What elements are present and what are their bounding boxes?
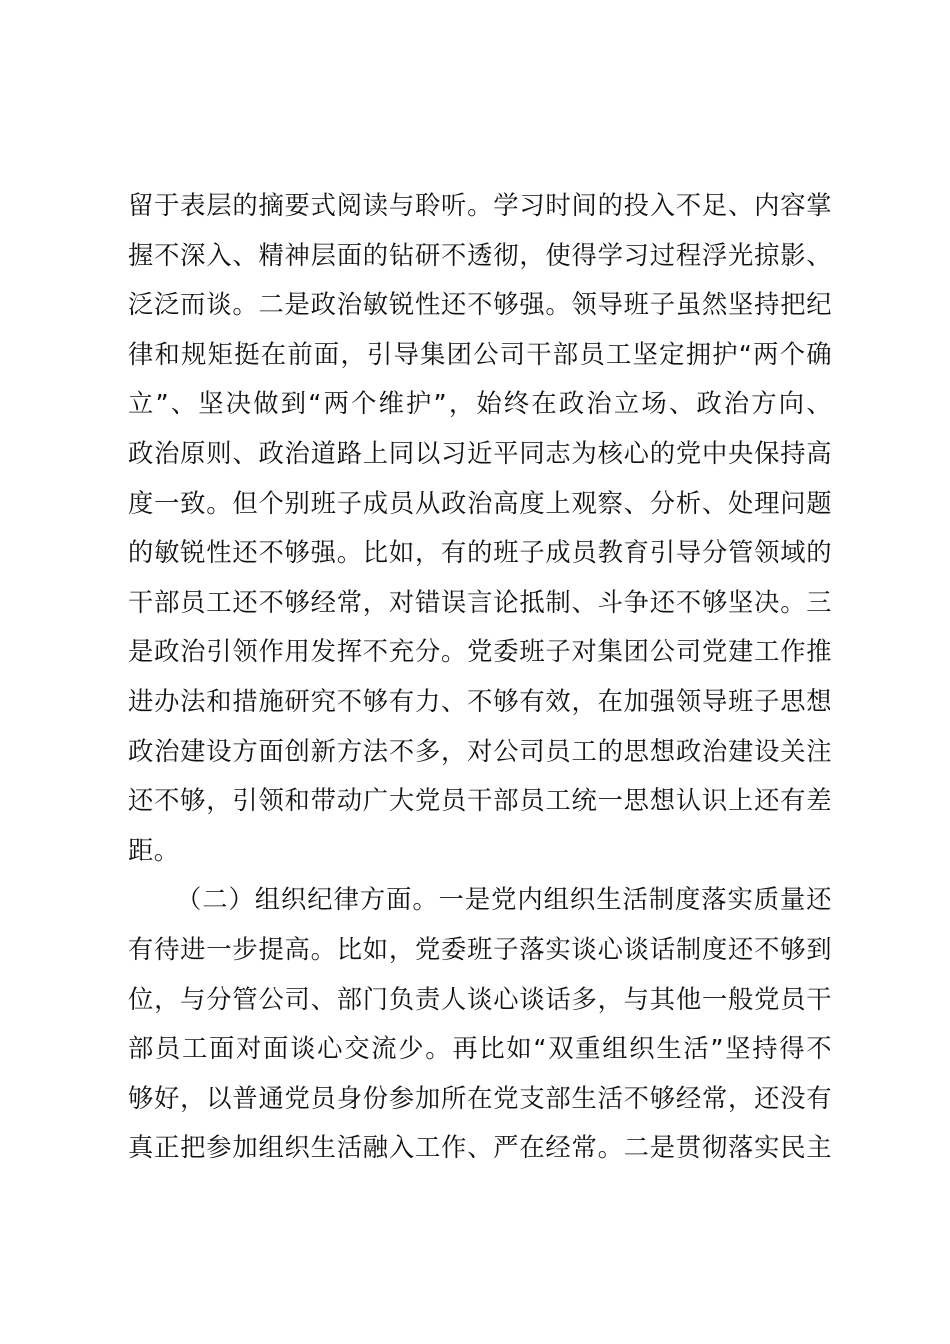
paragraph-1-line-8: 的敏锐性还不够强。比如，有的班子成员教育引导分管领域的 [128,538,832,568]
paragraph-1-line-2: 握不深入、精神层面的钻研不透彻，使得学习过程浮光掠影、 [128,240,832,270]
paragraph-1-line-14: 距。 [128,835,180,865]
paragraph-1-line-5: 立”、坚决做到“两个维护”，始终在政治立场、政治方向、 [128,389,832,419]
paragraph-1-line-11: 进办法和措施研究不够有力、不够有效，在加强领导班子思想 [128,686,832,716]
paragraph-2-line-6: 真正把参加组织生活融入工作、严在经常。二是贯彻落实民主 [128,1133,832,1163]
paragraph-1-line-6: 政治原则、政治道路上同以习近平同志为核心的党中央保持高 [128,438,832,468]
paragraph-2-line-1: （二）组织纪律方面。一是党内组织生活制度落实质量还 [176,885,832,915]
paragraph-1-line-3: 泛泛而谈。二是政治敏锐性还不够强。领导班子虽然坚持把纪 [128,290,832,320]
paragraph-2-line-2: 有待进一步提高。比如，党委班子落实谈心谈话制度还不够到 [128,934,832,964]
paragraph-1-line-12: 政治建设方面创新方法不多，对公司员工的思想政治建设关注 [128,736,832,766]
paragraph-2-line-3: 位，与分管公司、部门负责人谈心谈话多，与其他一般党员干 [128,984,832,1014]
paragraph-2-line-4: 部员工面对面谈心交流少。再比如“双重组织生活”坚持得不 [128,1034,832,1064]
paragraph-1-line-9: 干部员工还不够经常，对错误言论抵制、斗争还不够坚决。三 [128,587,832,617]
paragraph-1-line-10: 是政治引领作用发挥不充分。党委班子对集团公司党建工作推 [128,637,832,667]
paragraph-1-line-7: 度一致。但个别班子成员从政治高度上观察、分析、处理问题 [128,488,832,518]
paragraph-1-line-1: 留于表层的摘要式阅读与聆听。学习时间的投入不足、内容掌 [128,191,832,220]
paragraph-1-line-4: 律和规矩挺在前面，引导集团公司干部员工坚定拥护“两个确 [128,339,832,369]
paragraph-2-line-5: 够好，以普通党员身份参加所在党支部生活不够经常，还没有 [128,1083,832,1113]
body-text [128,181,832,1173]
paragraph-1-line-13: 还不够，引领和带动广大党员干部员工统一思想认识上还有差 [128,786,832,816]
